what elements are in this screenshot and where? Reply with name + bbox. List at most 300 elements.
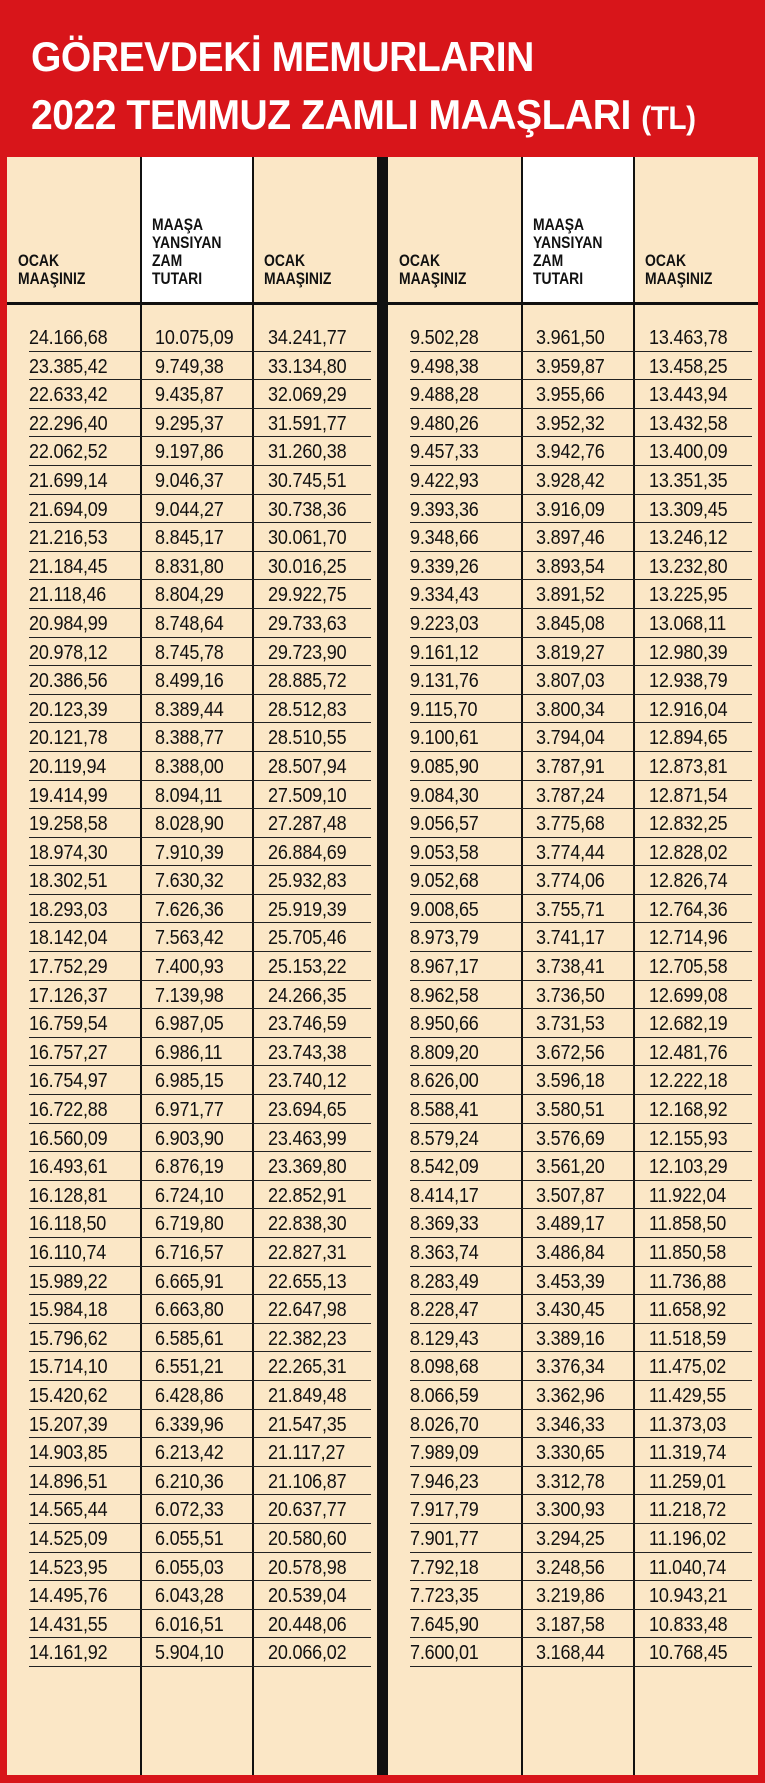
cell-ocak-maas: 21.216,53 <box>29 527 108 550</box>
table-header-row <box>7 157 377 305</box>
cell-zam-tutari: 3.891,52 <box>536 584 605 607</box>
title-line-1 <box>31 33 534 80</box>
cell-ocak-maas: 8.809,20 <box>410 1041 479 1064</box>
cell-ocak-maas: 20.978,12 <box>29 641 108 664</box>
cell-yeni-maas: 33.134,80 <box>268 355 347 378</box>
cell-ocak-maas: 8.228,47 <box>410 1299 479 1322</box>
table-row <box>388 497 758 526</box>
cell-ocak-maas: 18.974,30 <box>29 841 108 864</box>
cell-ocak-maas: 21.184,45 <box>29 555 108 578</box>
cell-zam-tutari: 3.486,84 <box>536 1242 605 1264</box>
cell-yeni-maas: 12.699,08 <box>649 984 728 1007</box>
cell-zam-tutari: 6.971,77 <box>155 1099 224 1122</box>
cell-zam-tutari: 3.819,27 <box>536 641 605 664</box>
table-row <box>7 1097 377 1126</box>
table-row <box>388 1240 758 1269</box>
cell-zam-tutari: 6.339,96 <box>155 1413 224 1436</box>
table-row <box>7 697 377 726</box>
cell-yeni-maas: 12.826,74 <box>649 870 728 893</box>
table-row <box>7 925 377 954</box>
cell-yeni-maas: 25.705,46 <box>268 927 347 950</box>
table-row <box>388 783 758 812</box>
cell-yeni-maas: 11.040,74 <box>649 1556 727 1579</box>
cell-zam-tutari: 9.435,87 <box>155 384 224 407</box>
cell-ocak-maas: 8.129,43 <box>410 1327 479 1350</box>
cell-ocak-maas: 16.110,74 <box>29 1242 107 1264</box>
table-row <box>7 1354 377 1383</box>
cell-zam-tutari: 8.094,11 <box>155 784 223 807</box>
cell-zam-tutari: 9.044,27 <box>155 498 224 521</box>
cell-yeni-maas: 12.828,02 <box>649 841 728 864</box>
cell-yeni-maas: 22.838,30 <box>268 1213 347 1236</box>
cell-zam-tutari: 9.295,37 <box>155 412 224 435</box>
cell-yeni-maas: 28.510,55 <box>268 727 347 750</box>
cell-yeni-maas: 11.658,92 <box>649 1299 727 1322</box>
cell-zam-tutari: 3.294,25 <box>536 1527 605 1550</box>
cell-zam-tutari: 3.312,78 <box>536 1470 605 1493</box>
cell-zam-tutari: 3.453,39 <box>536 1270 605 1293</box>
cell-yeni-maas: 30.061,70 <box>268 527 347 550</box>
cell-zam-tutari: 3.893,54 <box>536 555 605 578</box>
table-row <box>388 1583 758 1612</box>
cell-ocak-maas: 14.161,92 <box>29 1642 108 1665</box>
table-row <box>7 725 377 754</box>
cell-yeni-maas: 22.827,31 <box>268 1242 347 1264</box>
cell-yeni-maas: 24.266,35 <box>268 984 347 1007</box>
cell-ocak-maas: 9.161,12 <box>410 641 479 664</box>
table-row <box>7 439 377 468</box>
cell-zam-tutari: 3.300,93 <box>536 1499 605 1522</box>
table-header-row <box>388 157 758 305</box>
cell-ocak-maas: 14.523,95 <box>29 1556 108 1579</box>
cell-zam-tutari: 3.787,91 <box>536 755 605 778</box>
table-row <box>7 1497 377 1526</box>
table-row <box>388 1011 758 1040</box>
cell-ocak-maas: 16.118,50 <box>29 1213 107 1236</box>
table-row <box>388 640 758 669</box>
cell-ocak-maas: 9.339,26 <box>410 555 479 578</box>
table-row <box>7 525 377 554</box>
cell-zam-tutari: 7.630,32 <box>155 870 224 893</box>
cell-ocak-maas: 9.100,61 <box>410 727 479 750</box>
cell-yeni-maas: 20.578,98 <box>268 1556 347 1579</box>
cell-ocak-maas: 15.207,39 <box>29 1413 108 1436</box>
cell-yeni-maas: 11.196,02 <box>649 1527 727 1550</box>
cell-yeni-maas: 30.745,51 <box>268 469 347 492</box>
cell-zam-tutari: 3.928,42 <box>536 469 605 492</box>
cell-ocak-maas: 18.142,04 <box>29 927 108 950</box>
cell-zam-tutari: 3.845,08 <box>536 612 605 635</box>
cell-zam-tutari: 3.346,33 <box>536 1413 605 1436</box>
cell-ocak-maas: 16.759,54 <box>29 1013 108 1036</box>
cell-yeni-maas: 22.382,23 <box>268 1327 347 1350</box>
cell-yeni-maas: 12.894,65 <box>649 727 728 750</box>
cell-ocak-maas: 7.989,09 <box>410 1442 479 1465</box>
cell-ocak-maas: 8.579,24 <box>410 1127 479 1150</box>
cell-yeni-maas: 13.246,12 <box>649 527 728 550</box>
cell-ocak-maas: 19.258,58 <box>29 813 108 836</box>
table-row <box>388 1068 758 1097</box>
cell-ocak-maas: 24.166,68 <box>29 327 108 349</box>
cell-zam-tutari: 6.551,21 <box>155 1356 224 1379</box>
cell-ocak-maas: 8.414,17 <box>410 1184 479 1207</box>
cell-ocak-maas: 17.752,29 <box>29 956 108 979</box>
cell-yeni-maas: 25.932,83 <box>268 870 347 893</box>
cell-yeni-maas: 20.448,06 <box>268 1613 347 1636</box>
table-row <box>388 1183 758 1212</box>
table-row <box>388 1555 758 1584</box>
cell-zam-tutari: 8.804,29 <box>155 584 224 607</box>
cell-zam-tutari: 6.665,91 <box>155 1270 224 1293</box>
cell-zam-tutari: 3.738,41 <box>536 956 605 979</box>
cell-yeni-maas: 12.764,36 <box>649 898 728 921</box>
table-row <box>388 697 758 726</box>
cell-yeni-maas: 20.066,02 <box>268 1642 347 1665</box>
table-row <box>7 354 377 383</box>
table-row <box>388 468 758 497</box>
cell-yeni-maas: 28.512,83 <box>268 698 347 721</box>
table-row <box>7 811 377 840</box>
table-row <box>388 525 758 554</box>
cell-ocak-maas: 21.694,09 <box>29 498 108 521</box>
cell-zam-tutari: 6.719,80 <box>155 1213 224 1236</box>
cell-zam-tutari: 6.986,11 <box>155 1041 223 1064</box>
table-row <box>7 1040 377 1069</box>
cell-yeni-maas: 11.373,03 <box>649 1413 727 1436</box>
cell-yeni-maas: 12.705,58 <box>649 956 728 979</box>
cell-yeni-maas: 12.980,39 <box>649 641 728 664</box>
table-row <box>388 1040 758 1069</box>
table-row <box>388 325 758 354</box>
cell-ocak-maas: 9.393,36 <box>410 498 479 521</box>
cell-yeni-maas: 26.884,69 <box>268 841 347 864</box>
cell-zam-tutari: 3.787,24 <box>536 784 605 807</box>
cell-yeni-maas: 12.873,81 <box>649 755 728 778</box>
cell-zam-tutari: 6.716,57 <box>155 1242 224 1264</box>
table-row <box>388 1526 758 1555</box>
cell-zam-tutari: 8.845,17 <box>155 527 224 550</box>
cell-ocak-maas: 18.293,03 <box>29 898 108 921</box>
cell-yeni-maas: 23.740,12 <box>268 1070 347 1093</box>
table-row <box>7 497 377 526</box>
cell-zam-tutari: 8.745,78 <box>155 641 224 664</box>
cell-zam-tutari: 3.916,09 <box>536 498 605 521</box>
cell-zam-tutari: 9.197,86 <box>155 441 224 464</box>
cell-zam-tutari: 6.055,03 <box>155 1556 224 1579</box>
cell-ocak-maas: 15.420,62 <box>29 1384 108 1407</box>
table-row <box>388 754 758 783</box>
cell-yeni-maas: 27.287,48 <box>268 813 347 836</box>
cell-yeni-maas: 11.922,04 <box>649 1184 727 1207</box>
cell-yeni-maas: 12.481,76 <box>649 1041 728 1064</box>
cell-ocak-maas: 22.633,42 <box>29 384 108 407</box>
cell-ocak-maas: 21.118,46 <box>29 584 107 607</box>
cell-zam-tutari: 3.389,16 <box>536 1327 605 1350</box>
cell-ocak-maas: 9.084,30 <box>410 784 479 807</box>
cell-zam-tutari: 8.748,64 <box>155 612 224 635</box>
table-row <box>7 1297 377 1326</box>
cell-zam-tutari: 7.910,39 <box>155 841 224 864</box>
cell-zam-tutari: 3.961,50 <box>536 327 605 349</box>
cell-yeni-maas: 23.369,80 <box>268 1156 347 1179</box>
cell-zam-tutari: 8.831,80 <box>155 555 224 578</box>
table-body <box>7 325 377 1669</box>
cell-ocak-maas: 14.525,09 <box>29 1527 108 1550</box>
cell-yeni-maas: 11.319,74 <box>649 1442 727 1465</box>
table-row <box>7 1211 377 1240</box>
cell-zam-tutari: 3.489,17 <box>536 1213 605 1236</box>
cell-yeni-maas: 22.655,13 <box>268 1270 347 1293</box>
cell-ocak-maas: 8.098,68 <box>410 1356 479 1379</box>
cell-zam-tutari: 3.942,76 <box>536 441 605 464</box>
table-row <box>7 1383 377 1412</box>
cell-yeni-maas: 29.733,63 <box>268 612 347 635</box>
cell-ocak-maas: 8.626,00 <box>410 1070 479 1093</box>
cell-zam-tutari: 3.741,17 <box>536 927 605 950</box>
cell-ocak-maas: 8.283,49 <box>410 1270 479 1293</box>
cell-zam-tutari: 3.561,20 <box>536 1156 605 1179</box>
table-row <box>7 382 377 411</box>
cell-zam-tutari: 3.955,66 <box>536 384 605 407</box>
cell-yeni-maas: 12.168,92 <box>649 1099 728 1122</box>
cell-zam-tutari: 3.731,53 <box>536 1013 605 1036</box>
cell-zam-tutari: 3.774,06 <box>536 870 605 893</box>
cell-yeni-maas: 10.833,48 <box>649 1613 728 1636</box>
table-row <box>388 411 758 440</box>
cell-yeni-maas: 22.647,98 <box>268 1299 347 1322</box>
cell-ocak-maas: 9.056,57 <box>410 813 479 836</box>
cell-yeni-maas: 20.580,60 <box>268 1527 347 1550</box>
cell-ocak-maas: 9.334,43 <box>410 584 479 607</box>
cell-yeni-maas: 13.458,25 <box>649 355 728 378</box>
cell-ocak-maas: 7.792,18 <box>410 1556 479 1579</box>
table-row <box>7 1011 377 1040</box>
cell-ocak-maas: 14.896,51 <box>29 1470 108 1493</box>
cell-zam-tutari: 3.430,45 <box>536 1299 605 1322</box>
cell-zam-tutari: 3.794,04 <box>536 727 605 750</box>
table-row <box>7 840 377 869</box>
cell-zam-tutari: 3.672,56 <box>536 1041 605 1064</box>
table-row <box>7 1326 377 1355</box>
title-line-2 <box>31 91 696 138</box>
cell-zam-tutari: 3.168,44 <box>536 1642 605 1665</box>
table-row <box>7 1555 377 1584</box>
cell-zam-tutari: 6.724,10 <box>155 1184 224 1207</box>
cell-yeni-maas: 11.518,59 <box>649 1327 727 1350</box>
table-row <box>7 640 377 669</box>
cell-ocak-maas: 9.422,93 <box>410 469 479 492</box>
cell-zam-tutari: 3.800,34 <box>536 698 605 721</box>
cell-zam-tutari: 5.904,10 <box>155 1642 224 1665</box>
cell-zam-tutari: 8.028,90 <box>155 813 224 836</box>
table-body <box>388 325 758 1669</box>
cell-ocak-maas: 8.950,66 <box>410 1013 479 1036</box>
cell-zam-tutari: 7.139,98 <box>155 984 224 1007</box>
table-row <box>388 1354 758 1383</box>
cell-zam-tutari: 3.219,86 <box>536 1585 605 1608</box>
cell-ocak-maas: 9.502,28 <box>410 327 479 349</box>
cell-ocak-maas: 15.984,18 <box>29 1299 108 1322</box>
table-row <box>388 1469 758 1498</box>
cell-zam-tutari: 3.775,68 <box>536 813 605 836</box>
table-row <box>7 582 377 611</box>
table-row <box>7 954 377 983</box>
cell-zam-tutari: 7.563,42 <box>155 927 224 950</box>
table-row <box>7 1269 377 1298</box>
cell-yeni-maas: 27.509,10 <box>268 784 347 807</box>
cell-zam-tutari: 3.187,58 <box>536 1613 605 1636</box>
cell-yeni-maas: 11.475,02 <box>649 1356 727 1379</box>
table-row <box>388 1269 758 1298</box>
col-header-yeni-maasiniz: OCAK MAAŞINIZ <box>645 251 713 288</box>
cell-ocak-maas: 9.348,66 <box>410 527 479 550</box>
table-row <box>7 411 377 440</box>
cell-zam-tutari: 3.580,51 <box>536 1099 605 1122</box>
cell-ocak-maas: 9.052,68 <box>410 870 479 893</box>
cell-zam-tutari: 6.210,36 <box>155 1470 224 1493</box>
cell-ocak-maas: 9.498,38 <box>410 355 479 378</box>
table-row <box>388 1640 758 1669</box>
cell-yeni-maas: 31.260,38 <box>268 441 347 464</box>
cell-ocak-maas: 16.722,88 <box>29 1099 108 1122</box>
cell-zam-tutari: 6.213,42 <box>155 1442 224 1465</box>
table-row <box>388 1097 758 1126</box>
table-row <box>7 468 377 497</box>
col-header-ocak-maasiniz: OCAK MAAŞINIZ <box>18 251 86 288</box>
cell-yeni-maas: 23.463,99 <box>268 1127 347 1150</box>
cell-yeni-maas: 11.858,50 <box>649 1213 727 1236</box>
cell-ocak-maas: 22.296,40 <box>29 412 108 435</box>
col-header-zam-tutari: MAAŞA YANSIYAN ZAM TUTARI <box>522 157 634 302</box>
table-row <box>7 1526 377 1555</box>
table-separator <box>377 157 388 1775</box>
table-row <box>388 954 758 983</box>
cell-zam-tutari: 6.985,15 <box>155 1070 224 1093</box>
cell-yeni-maas: 13.068,11 <box>649 612 727 635</box>
cell-yeni-maas: 28.885,72 <box>268 670 347 693</box>
table-row <box>388 1211 758 1240</box>
title-banner <box>7 0 765 157</box>
cell-ocak-maas: 8.363,74 <box>410 1242 479 1264</box>
cell-ocak-maas: 15.796,62 <box>29 1327 108 1350</box>
cell-yeni-maas: 12.938,79 <box>649 670 728 693</box>
cell-yeni-maas: 13.463,78 <box>649 327 728 349</box>
cell-yeni-maas: 32.069,29 <box>268 384 347 407</box>
table-row <box>7 611 377 640</box>
cell-zam-tutari: 6.903,90 <box>155 1127 224 1150</box>
table-row <box>388 811 758 840</box>
table-row <box>7 1640 377 1669</box>
cell-ocak-maas: 8.962,58 <box>410 984 479 1007</box>
cell-zam-tutari: 6.876,19 <box>155 1156 224 1179</box>
table-row <box>7 325 377 354</box>
salary-table-left <box>7 157 377 1775</box>
table-row <box>388 1412 758 1441</box>
cell-zam-tutari: 3.774,44 <box>536 841 605 864</box>
table-row <box>388 1297 758 1326</box>
salary-table-right <box>388 157 758 1775</box>
cell-yeni-maas: 12.871,54 <box>649 784 728 807</box>
cell-yeni-maas: 12.682,19 <box>649 1013 728 1036</box>
cell-zam-tutari: 3.330,65 <box>536 1442 605 1465</box>
cell-zam-tutari: 3.807,03 <box>536 670 605 693</box>
cell-zam-tutari: 9.749,38 <box>155 355 224 378</box>
table-row <box>388 554 758 583</box>
cell-zam-tutari: 6.055,51 <box>155 1527 224 1550</box>
cell-ocak-maas: 14.565,44 <box>29 1499 108 1522</box>
cell-zam-tutari: 3.376,34 <box>536 1356 605 1379</box>
cell-yeni-maas: 22.265,31 <box>268 1356 347 1379</box>
cell-ocak-maas: 20.119,94 <box>29 755 107 778</box>
cell-yeni-maas: 13.432,58 <box>649 412 728 435</box>
cell-ocak-maas: 23.385,42 <box>29 355 108 378</box>
cell-ocak-maas: 8.026,70 <box>410 1413 479 1436</box>
cell-ocak-maas: 8.542,09 <box>410 1156 479 1179</box>
table-row <box>388 668 758 697</box>
cell-ocak-maas: 9.131,76 <box>410 670 479 693</box>
cell-ocak-maas: 16.493,61 <box>29 1156 108 1179</box>
cell-ocak-maas: 7.917,79 <box>410 1499 479 1522</box>
cell-ocak-maas: 15.989,22 <box>29 1270 108 1293</box>
table-row <box>7 754 377 783</box>
table-row <box>7 783 377 812</box>
cell-zam-tutari: 8.499,16 <box>155 670 224 693</box>
table-row <box>388 439 758 468</box>
cell-ocak-maas: 14.495,76 <box>29 1585 108 1608</box>
cell-zam-tutari: 3.362,96 <box>536 1384 605 1407</box>
cell-yeni-maas: 13.225,95 <box>649 584 728 607</box>
col-header-zam-tutari: MAAŞA YANSIYAN ZAM TUTARI <box>141 157 253 302</box>
cell-ocak-maas: 8.967,17 <box>410 956 479 979</box>
cell-yeni-maas: 23.694,65 <box>268 1099 347 1122</box>
cell-zam-tutari: 7.626,36 <box>155 898 224 921</box>
cell-yeni-maas: 21.547,35 <box>268 1413 347 1436</box>
cell-zam-tutari: 3.596,18 <box>536 1070 605 1093</box>
cell-ocak-maas: 7.645,90 <box>410 1613 479 1636</box>
table-row <box>7 1612 377 1641</box>
table-row <box>388 840 758 869</box>
table-row <box>7 554 377 583</box>
table-row <box>388 1126 758 1155</box>
cell-zam-tutari: 8.388,00 <box>155 755 224 778</box>
cell-ocak-maas: 9.480,26 <box>410 412 479 435</box>
cell-zam-tutari: 3.897,46 <box>536 527 605 550</box>
cell-yeni-maas: 10.943,21 <box>649 1585 728 1608</box>
cell-zam-tutari: 3.248,56 <box>536 1556 605 1579</box>
cell-ocak-maas: 17.126,37 <box>29 984 108 1007</box>
cell-yeni-maas: 22.852,91 <box>268 1184 347 1207</box>
table-row <box>7 1154 377 1183</box>
cell-ocak-maas: 16.754,97 <box>29 1070 108 1093</box>
cell-yeni-maas: 21.117,27 <box>268 1442 346 1465</box>
table-row <box>7 868 377 897</box>
cell-zam-tutari: 3.959,87 <box>536 355 605 378</box>
cell-yeni-maas: 34.241,77 <box>268 327 347 349</box>
cell-zam-tutari: 9.046,37 <box>155 469 224 492</box>
cell-yeni-maas: 13.400,09 <box>649 441 728 464</box>
cell-yeni-maas: 25.153,22 <box>268 956 347 979</box>
cell-yeni-maas: 31.591,77 <box>268 412 347 435</box>
cell-yeni-maas: 11.429,55 <box>649 1384 727 1407</box>
cell-ocak-maas: 9.457,33 <box>410 441 479 464</box>
cell-ocak-maas: 9.085,90 <box>410 755 479 778</box>
table-row <box>388 382 758 411</box>
cell-ocak-maas: 9.053,58 <box>410 841 479 864</box>
table-row <box>7 897 377 926</box>
cell-yeni-maas: 12.832,25 <box>649 813 728 836</box>
cell-yeni-maas: 12.916,04 <box>649 698 728 721</box>
table-row <box>388 354 758 383</box>
